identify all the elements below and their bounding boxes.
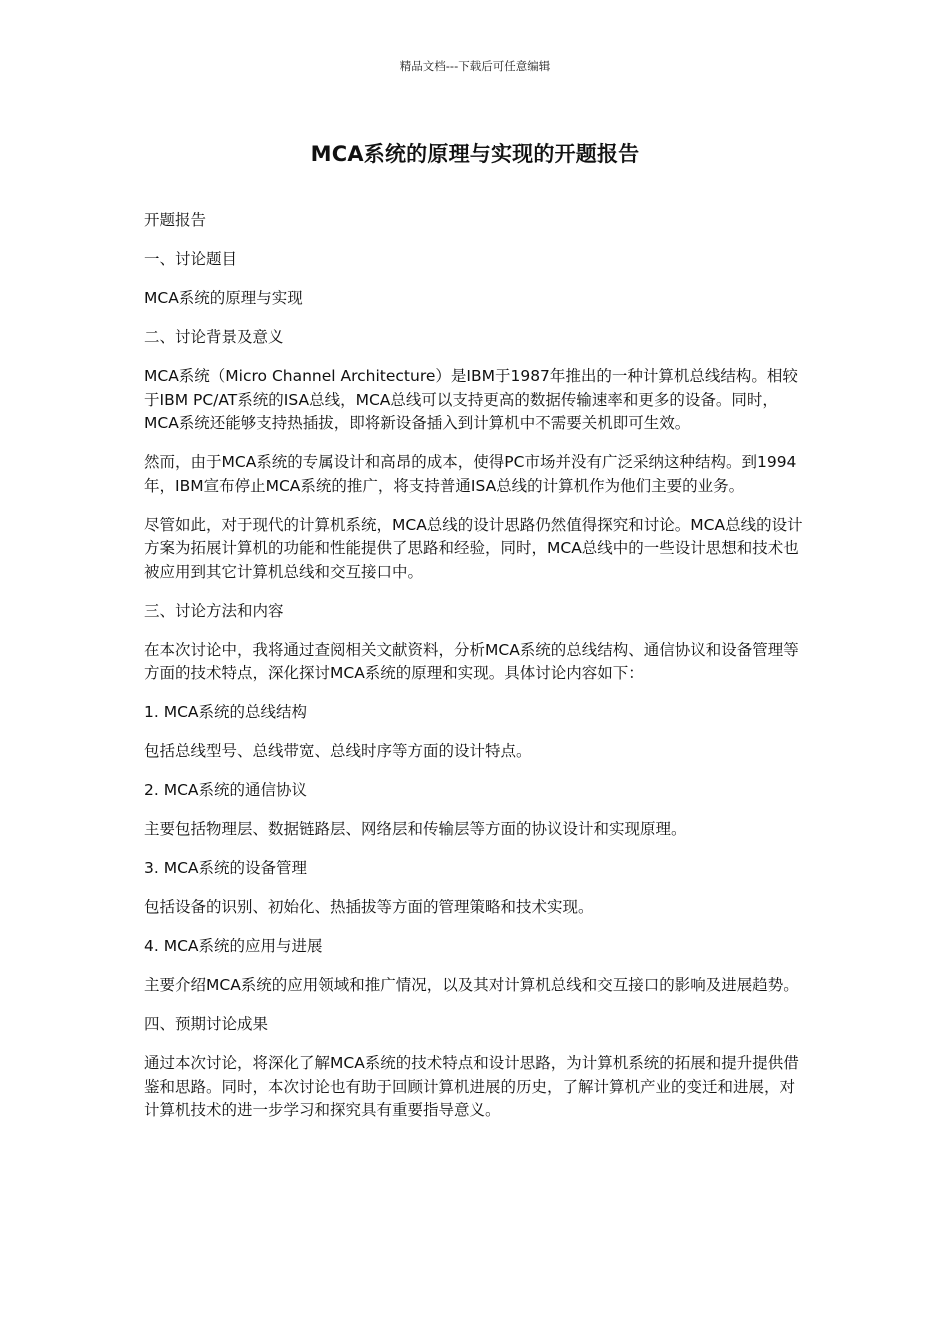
heading-topic: 一、讨论题目 [144,250,238,268]
topic-text: MCA系统的原理与实现 [144,289,303,307]
item-2-text: 主要包括物理层、数据链路层、网络层和传输层等方面的协议设计和实现原理。 [144,820,687,838]
item-4-text: 主要介绍MCA系统的应用领域和推广情况，以及其对计算机总线和交互接口的影响及进展趋势。 [144,976,799,994]
background-paragraph-2: 然而，由于MCA系统的专属设计和高昂的成本，使得PC市场并没有广泛采纳这种结构。到1994年，IBM宣布停止MCA系统的推广，将支持普通ISA总线的计算机作为他们主要的业务。 [144,453,797,495]
heading-background: 二、讨论背景及意义 [144,328,284,346]
methods-intro: 在本次讨论中，我将通过查阅相关文献资料，分析MCA系统的总线结构、通信协议和设备管理等方面的技术特点，深化探讨MCA系统的原理和实现。具体讨论内容如下： [144,640,799,682]
page-header: 精品文档---下载后可任意编辑 [399,59,551,73]
background-paragraph-3: 尽管如此，对于现代的计算机系统，MCA总线的设计思路仍然值得探究和讨论。MCA总线的设计方案为拓展计算机的功能和性能提供了思路和经验，同时，MCA总线中的一些设计思想和技术也被应用到其它计算机总线和交互接口中。 [144,515,803,581]
item-1-heading: 1. MCA系统的总线结构 [144,703,308,721]
item-2-heading: 2. MCA系统的通信协议 [144,781,308,799]
heading-methods: 三、讨论方法和内容 [144,601,284,620]
document-title: MCA系统的原理与实现的开题报告 [310,142,640,166]
heading-outcomes: 四、预期讨论成果 [144,1015,269,1033]
item-3-text: 包括设备的识别、初始化、热插拔等方面的管理策略和技术实现。 [144,898,594,916]
item-1-text: 包括总线型号、总线带宽、总线时序等方面的设计特点。 [144,742,532,760]
section-label: 开题报告 [144,211,207,229]
background-paragraph-1: MCA系统（Micro Channel Architecture）是IBM于1987年推出的一种计算机总线结构。相较于IBM PC/AT系统的ISA总线，MCA总线可以支持更高的数据传输速率和更多的设备。同时，MCA系统还能够支持热插拔，即将新设备插入到计算机中不需要关机即可生效。 [144,367,798,432]
item-4-heading: 4. MCA系统的应用与进展 [144,937,323,955]
outcomes-text: 通过本次讨论，将深化了解MCA系统的技术特点和设计思路，为计算机系统的拓展和提升提供借鉴和思路。同时，本次讨论也有助于回顾计算机进展的历史，了解计算机产业的变迁和进展，对计算机技术的进一步学习和探究具有重要指导意义。 [144,1054,799,1119]
item-3-heading: 3. MCA系统的设备管理 [144,859,308,877]
document-body [144,209,808,1138]
